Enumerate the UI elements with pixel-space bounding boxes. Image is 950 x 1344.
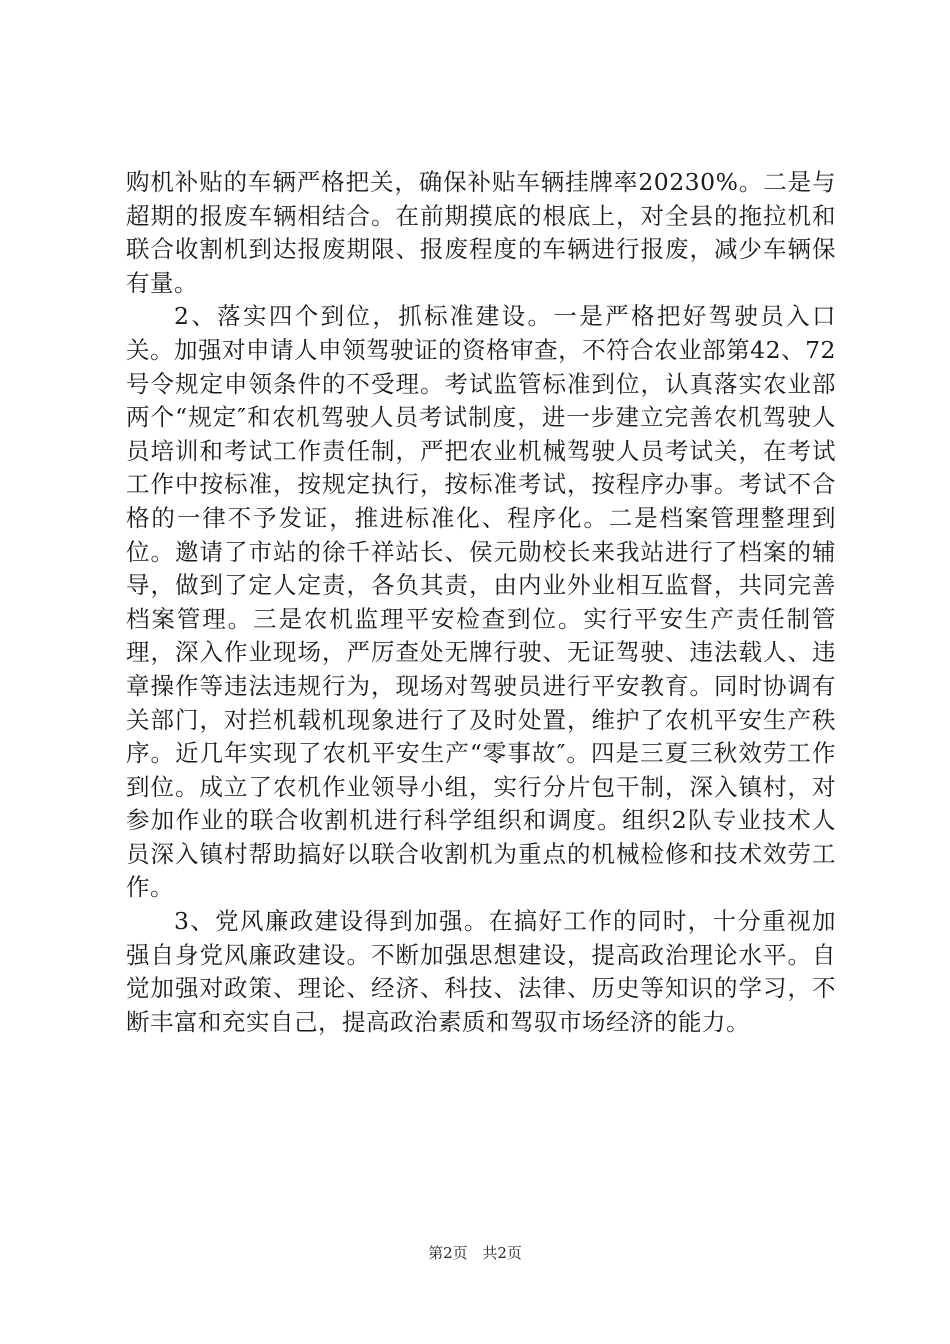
document-body (126, 166, 836, 1039)
paragraph-section-3: 3、党风廉政建设得到加强。在搞好工作的同时，十分重视加强自身党风廉政建设。不断加强思想建设，提高政治理论水平。自觉加强对政策、理论、经济、科技、法律、历史等知识的学习，不断丰富和充实自己，提高政治素质和驾驭市场经济的能力。 (126, 907, 836, 1036)
page-footer (0, 1242, 950, 1263)
paragraph-continuation: 购机补贴的车辆严格把关，确保补贴车辆挂牌率20230%。二是与超期的报废车辆相结合。在前期摸底的根底上，对全县的拖拉机和联合收割机到达报废期限、报废程度的车辆进行报废，减少车辆保有量。 (126, 168, 836, 297)
page-number: 第2页 (428, 1244, 468, 1262)
paragraph-section-2: 2、落实四个到位，抓标准建设。一是严格把好驾驶员入口关。加强对申请人申领驾驶证的资格审查，不符合农业部第42、72号令规定申领条件的不受理。考试监管标准到位，认真落实农业部两个“规定″和农机驾驶人员考试制度，进一步建立完善农机驾驶人员培训和考试工作责任制，严把农业机械驾驶人员考试关，在考试工作中按标准，按规定执行，按标准考试，按程序办事。考试不合格的一律不予发证，推进标准化、程序化。二是档案管理整理到位。邀请了市站的徐千祥站长、侯元勋校长来我站进行了档案的辅导，做到了定人定责，各负其责，由内业外业相互监督，共同完善档案管理。三是农机监理平安检查到位。实行平安生产责任制管理，深入作业现场，严厉查处无牌行驶、无证驾驶、违法载人、违章操作等违法违规行为，现场对驾驶员进行平安教育。同时协调有关部门，对拦机载机现象进行了及时处置，维护了农机平安生产秩序。近几年实现了农机平安生产“零事故″。四是三夏三秋效劳工作到位。成立了农机作业领导小组，实行分片包干制，深入镇村，对参加作业的联合收割机进行科学组织和调度。组织2队专业技术人员深入镇村帮助搞好以联合收割机为重点的机械检修和技术效劳工作。 (126, 302, 836, 902)
page-total: 共2页 (482, 1244, 522, 1262)
